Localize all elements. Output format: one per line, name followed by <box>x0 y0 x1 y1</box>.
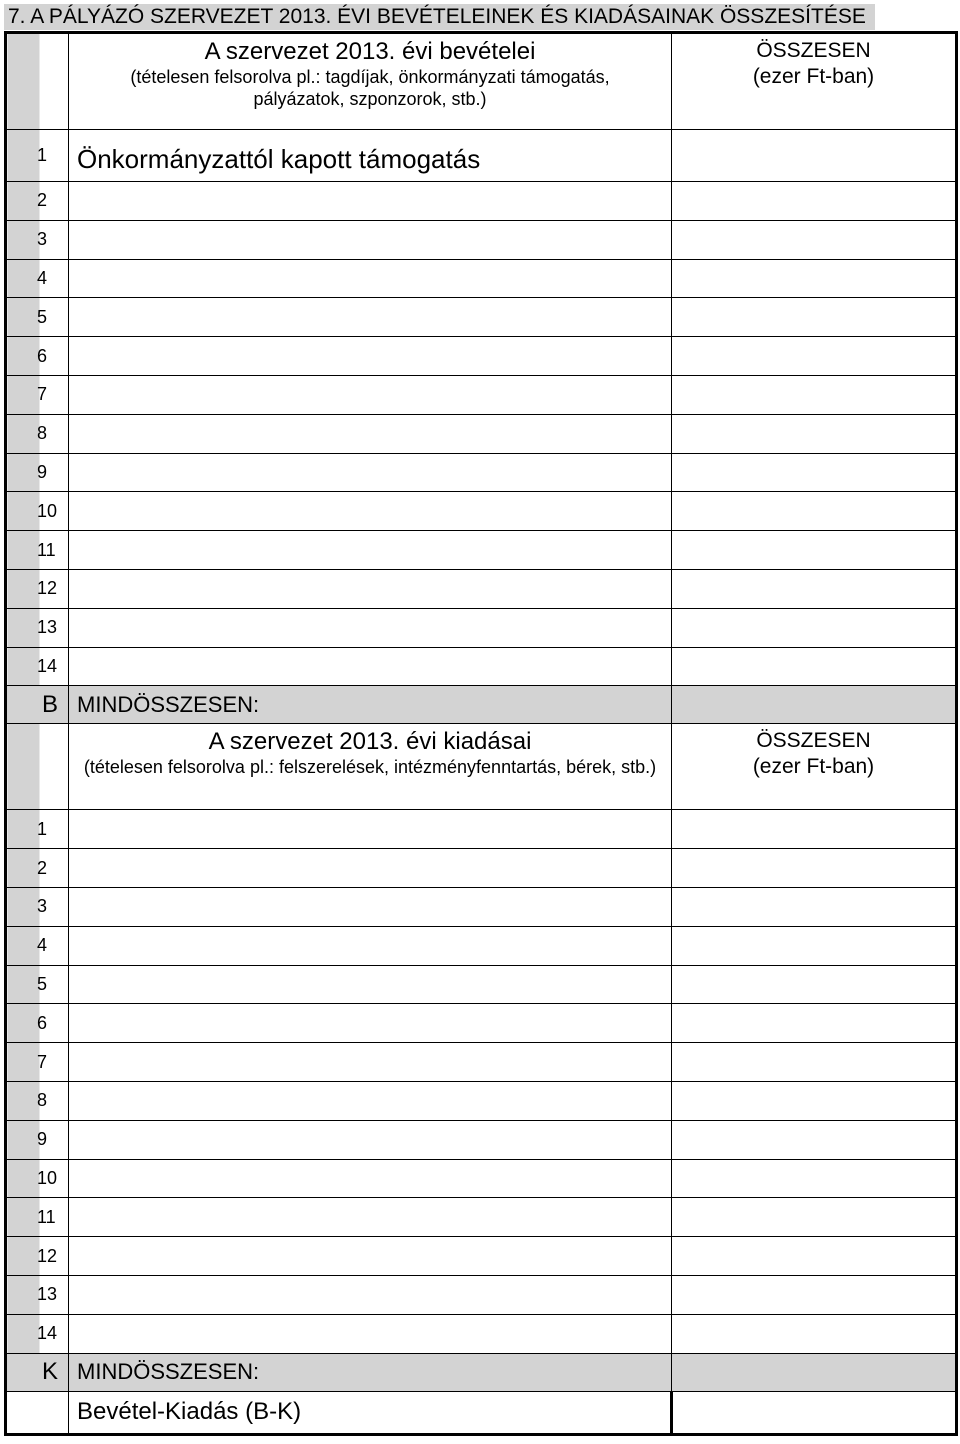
income-amount-cell[interactable] <box>672 259 956 298</box>
income-amount-cell[interactable] <box>672 220 956 259</box>
income-amount-cell[interactable] <box>672 414 956 453</box>
income-row <box>7 414 956 453</box>
expense-amount-cell[interactable] <box>672 1081 956 1120</box>
expense-row <box>7 1159 956 1198</box>
income-amount-cell[interactable] <box>672 492 956 531</box>
income-row <box>7 130 956 182</box>
income-row <box>7 531 956 570</box>
income-sum-amount[interactable] <box>672 686 956 724</box>
income-row-number: 1 <box>7 130 69 182</box>
expense-amount-cell[interactable] <box>672 926 956 965</box>
income-row <box>7 220 956 259</box>
income-row <box>7 182 956 221</box>
expense-row-number: 3 <box>7 887 69 926</box>
expense-amount-cell[interactable] <box>672 1314 956 1353</box>
expense-item-cell[interactable] <box>69 1043 672 1082</box>
expense-row-number: 14 <box>7 1314 69 1353</box>
income-item-cell[interactable] <box>69 647 672 686</box>
balance-row <box>7 1391 956 1433</box>
expense-row-number: 13 <box>7 1275 69 1314</box>
expense-item-cell[interactable] <box>69 810 672 849</box>
income-item-cell[interactable] <box>69 531 672 570</box>
income-amount-cell[interactable] <box>672 531 956 570</box>
income-item-cell[interactable] <box>69 337 672 376</box>
income-row-number: 11 <box>7 531 69 570</box>
income-sum-row <box>7 686 956 724</box>
expense-row-number: 2 <box>7 849 69 888</box>
expense-row-number: 11 <box>7 1198 69 1237</box>
expense-amount-cell[interactable] <box>672 849 956 888</box>
expense-amount-cell[interactable] <box>672 1004 956 1043</box>
income-row <box>7 337 956 376</box>
balance-blank <box>7 1391 69 1433</box>
expense-amount-cell[interactable] <box>672 1159 956 1198</box>
expense-amount-cell[interactable] <box>672 1275 956 1314</box>
expense-sum-letter: K <box>7 1353 69 1391</box>
income-row-number: 6 <box>7 337 69 376</box>
expense-row <box>7 810 956 849</box>
income-total-heading: ÖSSZESEN <box>756 39 871 62</box>
income-amount-cell[interactable] <box>672 375 956 414</box>
expense-sum-label: MINDÖSSZESEN: <box>69 1353 672 1391</box>
expense-amount-cell[interactable] <box>672 887 956 926</box>
expense-item-cell[interactable] <box>69 887 672 926</box>
income-note: (tételesen felsorolva pl.: tagdíjak, önkormányzati támogatás, pályázatok, szponzorok, stb.) <box>130 67 610 109</box>
expense-row <box>7 1314 956 1353</box>
expense-amount-cell[interactable] <box>672 1043 956 1082</box>
income-row-number: 3 <box>7 220 69 259</box>
expense-row <box>7 1120 956 1159</box>
income-amount-cell[interactable] <box>672 182 956 221</box>
income-item-cell[interactable] <box>69 414 672 453</box>
expense-row-number: 12 <box>7 1237 69 1276</box>
expense-row <box>7 1043 956 1082</box>
income-sum-letter: B <box>7 686 69 724</box>
expense-row <box>7 1198 956 1237</box>
income-amount-cell[interactable] <box>672 298 956 337</box>
income-amount-cell[interactable] <box>672 453 956 492</box>
income-row-number: 14 <box>7 647 69 686</box>
expense-item-cell[interactable] <box>69 1237 672 1276</box>
summary-table <box>6 33 956 1434</box>
income-amount-cell[interactable] <box>672 608 956 647</box>
expense-item-cell[interactable] <box>69 1275 672 1314</box>
expense-row <box>7 1275 956 1314</box>
expense-amount-cell[interactable] <box>672 1120 956 1159</box>
expense-row-number: 5 <box>7 965 69 1004</box>
income-row <box>7 375 956 414</box>
page-title: 7. A PÁLYÁZÓ SZERVEZET 2013. ÉVI BEVÉTELEINEK ÉS KIADÁSAINAK ÖSSZESÍTÉSE <box>4 4 875 30</box>
expense-total-header <box>672 724 956 810</box>
income-row-number: 2 <box>7 182 69 221</box>
expense-row-number: 8 <box>7 1081 69 1120</box>
income-row-number: 7 <box>7 375 69 414</box>
expense-row-number: 7 <box>7 1043 69 1082</box>
income-row <box>7 453 956 492</box>
income-row <box>7 492 956 531</box>
expense-item-cell[interactable] <box>69 849 672 888</box>
expense-amount-cell[interactable] <box>672 810 956 849</box>
expense-item-cell[interactable] <box>69 1198 672 1237</box>
expense-row-number: 10 <box>7 1159 69 1198</box>
expense-row <box>7 926 956 965</box>
income-amount-cell[interactable] <box>672 130 956 182</box>
balance-amount[interactable] <box>672 1391 956 1433</box>
expense-row-number: 4 <box>7 926 69 965</box>
expense-total-heading: ÖSSZESEN <box>756 729 871 753</box>
income-total-header <box>672 34 956 130</box>
income-item-cell[interactable] <box>69 259 672 298</box>
expense-amount-cell[interactable] <box>672 965 956 1004</box>
income-header-blank <box>7 34 69 130</box>
income-item-cell[interactable] <box>69 375 672 414</box>
expense-item-cell[interactable] <box>69 1314 672 1353</box>
income-header-row <box>7 34 956 130</box>
expense-sum-amount[interactable] <box>672 1353 956 1391</box>
expense-sum-row <box>7 1353 956 1391</box>
expense-row-number: 1 <box>7 810 69 849</box>
income-sum-label: MINDÖSSZESEN: <box>69 686 672 724</box>
expense-row-number: 6 <box>7 1004 69 1043</box>
expense-item-cell[interactable] <box>69 1159 672 1198</box>
income-item-cell[interactable] <box>69 220 672 259</box>
income-row <box>7 259 956 298</box>
expense-row <box>7 1004 956 1043</box>
expense-amount-cell[interactable] <box>672 1198 956 1237</box>
income-amount-cell[interactable] <box>672 337 956 376</box>
expense-item-cell[interactable] <box>69 965 672 1004</box>
expense-total-unit: (ezer Ft-ban) <box>752 755 875 779</box>
expense-item-cell[interactable] <box>69 1120 672 1159</box>
income-row <box>7 298 956 337</box>
expense-row <box>7 887 956 926</box>
income-item-cell[interactable] <box>69 492 672 531</box>
income-row <box>7 608 956 647</box>
income-row-number: 12 <box>7 569 69 608</box>
income-item-cell[interactable] <box>69 569 672 608</box>
income-row-number: 10 <box>7 492 69 531</box>
income-row-number: 9 <box>7 453 69 492</box>
income-header-cell <box>69 34 672 130</box>
expense-header-cell <box>69 724 672 810</box>
expense-row-number: 9 <box>7 1120 69 1159</box>
income-row-number: 4 <box>7 259 69 298</box>
expense-note: (tételesen felsorolva pl.: felszerelések, intézményfenntartás, bérek, stb.) <box>83 757 657 778</box>
expense-header-blank <box>7 724 69 810</box>
expense-item-cell[interactable] <box>69 1004 672 1043</box>
expense-item-cell[interactable] <box>69 926 672 965</box>
expense-row <box>7 849 956 888</box>
expense-amount-cell[interactable] <box>672 1237 956 1276</box>
income-item-cell[interactable]: Önkormányzattól kapott támogatás <box>69 130 672 182</box>
expense-row <box>7 1237 956 1276</box>
income-row-number: 5 <box>7 298 69 337</box>
income-item-cell[interactable] <box>69 608 672 647</box>
expense-row <box>7 1081 956 1120</box>
income-item-cell[interactable] <box>69 182 672 221</box>
income-row-number: 13 <box>7 608 69 647</box>
expense-row <box>7 965 956 1004</box>
income-amount-cell[interactable] <box>672 647 956 686</box>
income-total-unit: (ezer Ft-ban) <box>752 65 875 88</box>
income-row <box>7 569 956 608</box>
expense-header-row <box>7 724 956 810</box>
income-row-number: 8 <box>7 414 69 453</box>
expense-heading: A szervezet 2013. évi kiadásai <box>208 728 532 756</box>
expense-item-cell[interactable] <box>69 1081 672 1120</box>
income-item-cell[interactable] <box>69 298 672 337</box>
income-item-cell[interactable] <box>69 453 672 492</box>
income-row <box>7 647 956 686</box>
summary-table-frame <box>4 31 958 1436</box>
balance-label: Bevétel-Kiadás (B-K) <box>69 1391 672 1433</box>
income-amount-cell[interactable] <box>672 569 956 608</box>
income-heading: A szervezet 2013. évi bevételei <box>204 38 536 65</box>
